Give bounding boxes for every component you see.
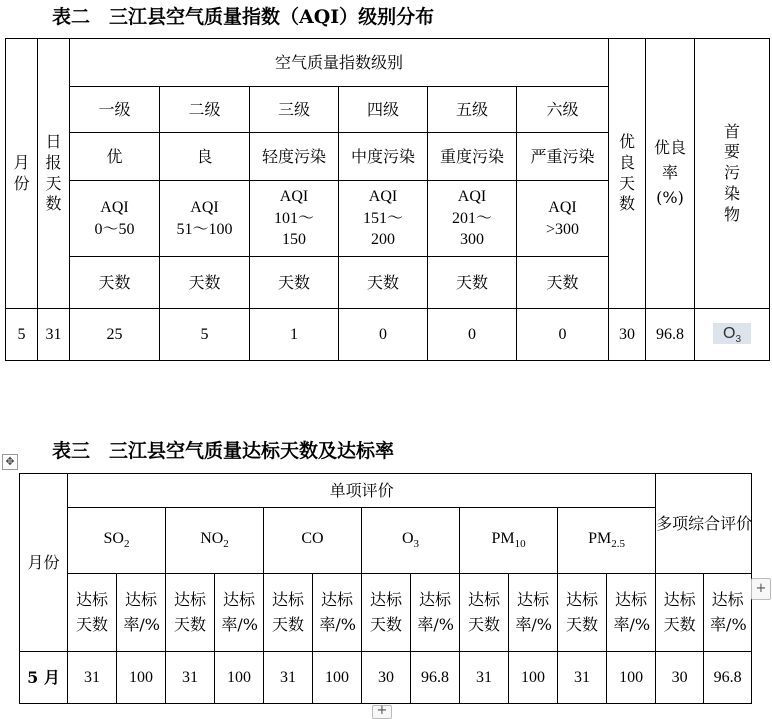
t3-value: 100 bbox=[215, 652, 264, 704]
table2 bbox=[5, 38, 770, 361]
t3-value: 31 bbox=[264, 652, 313, 704]
t2-level-2: 二级 bbox=[160, 87, 250, 133]
t2-range-1: AQI 0～50 bbox=[70, 181, 160, 257]
t3-pollutant-co: CO bbox=[264, 508, 362, 574]
t2-category-2: 良 bbox=[160, 133, 250, 181]
t3-value: 31 bbox=[68, 652, 117, 704]
t2-level-1: 一级 bbox=[70, 87, 160, 133]
t2-count-3: 1 bbox=[250, 309, 339, 361]
t2-unit-6: 天数 bbox=[517, 257, 609, 309]
t3-value: 100 bbox=[313, 652, 362, 704]
t3-col-days: 达标天数 bbox=[264, 574, 313, 652]
t3-value: 31 bbox=[558, 652, 607, 704]
t3-row-month: 5 月 bbox=[20, 652, 68, 704]
t3-pollutant-so2: $SO_2$ bbox=[68, 508, 166, 574]
t3-col-days: 达标天数 bbox=[166, 574, 215, 652]
t3-col-days: 达标天数 bbox=[460, 574, 509, 652]
t2-header-good-rate: 优良率(%) bbox=[646, 39, 695, 309]
t2-header-group: 空气质量指数级别 bbox=[70, 39, 609, 87]
add-row-plus-icon[interactable]: + bbox=[372, 705, 392, 719]
t3-value: 100 bbox=[607, 652, 656, 704]
t2-category-3: 轻度污染 bbox=[250, 133, 339, 181]
primary-pollutant-highlight[interactable]: $O_3$ bbox=[713, 323, 751, 344]
add-column-plus-icon[interactable]: + bbox=[751, 578, 771, 600]
t2-unit-5: 天数 bbox=[428, 257, 517, 309]
t2-range-5: AQI 201～ 300 bbox=[428, 181, 517, 257]
t3-header-multi: 多项综合评价 bbox=[656, 474, 752, 574]
t2-unit-4: 天数 bbox=[339, 257, 428, 309]
t2-count-5: 0 bbox=[428, 309, 517, 361]
table3 bbox=[19, 473, 752, 704]
t2-category-5: 重度污染 bbox=[428, 133, 517, 181]
t2-unit-1: 天数 bbox=[70, 257, 160, 309]
table3-caption: 表三 三江县空气质量达标天数及达标率 bbox=[52, 440, 395, 462]
t3-header-single: 单项评价 bbox=[68, 474, 656, 508]
table2-caption: 表二 三江县空气质量指数（AQI）级别分布 bbox=[52, 6, 435, 28]
t2-unit-2: 天数 bbox=[160, 257, 250, 309]
t3-col-rate: 达标率/% bbox=[509, 574, 558, 652]
t2-header-good-days: 优良天数 bbox=[609, 39, 646, 309]
t3-pollutant-no2: $NO_2$ bbox=[166, 508, 264, 574]
t2-row-good-rate: 96.8 bbox=[646, 309, 695, 361]
t2-header-month: 月份 bbox=[6, 39, 38, 309]
t2-category-1: 优 bbox=[70, 133, 160, 181]
t3-value: 96.8 bbox=[411, 652, 460, 704]
t2-count-1: 25 bbox=[70, 309, 160, 361]
t2-row-days: 31 bbox=[38, 309, 70, 361]
t2-range-4: AQI 151～ 200 bbox=[339, 181, 428, 257]
t2-level-5: 五级 bbox=[428, 87, 517, 133]
t2-unit-3: 天数 bbox=[250, 257, 339, 309]
t3-value: 100 bbox=[117, 652, 166, 704]
t2-level-6: 六级 bbox=[517, 87, 609, 133]
t3-col-rate: 达标率/% bbox=[704, 574, 752, 652]
t2-header-days: 日报天数 bbox=[38, 39, 70, 309]
t2-level-4: 四级 bbox=[339, 87, 428, 133]
t2-range-6: AQI >300 bbox=[517, 181, 609, 257]
t3-col-rate: 达标率/% bbox=[411, 574, 460, 652]
t2-row-primary[interactable] bbox=[695, 309, 770, 361]
t3-col-rate: 达标率/% bbox=[313, 574, 362, 652]
t3-pollutant-o3: $O_3$ bbox=[362, 508, 460, 574]
t3-pollutant-pm25: $PM_{2.5}$ bbox=[558, 508, 656, 574]
t3-value: 30 bbox=[362, 652, 411, 704]
t2-header-primary: 首要污染物 bbox=[695, 39, 770, 309]
t3-value: 31 bbox=[460, 652, 509, 704]
t3-value: 96.8 bbox=[704, 652, 752, 704]
t3-col-rate: 达标率/% bbox=[117, 574, 166, 652]
t2-range-2: AQI 51～100 bbox=[160, 181, 250, 257]
move-icon[interactable]: ✥ bbox=[2, 454, 18, 470]
t3-pollutant-pm10: $PM_{10}$ bbox=[460, 508, 558, 574]
t3-col-rate: 达标率/% bbox=[215, 574, 264, 652]
t3-header-month: 月份 bbox=[20, 474, 68, 652]
t3-col-days: 达标天数 bbox=[68, 574, 117, 652]
t2-category-6: 严重污染 bbox=[517, 133, 609, 181]
t2-count-2: 5 bbox=[160, 309, 250, 361]
t2-level-3: 三级 bbox=[250, 87, 339, 133]
t2-count-4: 0 bbox=[339, 309, 428, 361]
t3-col-rate: 达标率/% bbox=[607, 574, 656, 652]
t3-col-days: 达标天数 bbox=[656, 574, 704, 652]
t2-row-good-days: 30 bbox=[609, 309, 646, 361]
t3-value: 30 bbox=[656, 652, 704, 704]
t3-value: 100 bbox=[509, 652, 558, 704]
t3-col-days: 达标天数 bbox=[362, 574, 411, 652]
t2-range-3: AQI 101～ 150 bbox=[250, 181, 339, 257]
t2-category-4: 中度污染 bbox=[339, 133, 428, 181]
t2-row-month: 5 bbox=[6, 309, 38, 361]
t3-value: 31 bbox=[166, 652, 215, 704]
t3-col-days: 达标天数 bbox=[558, 574, 607, 652]
t2-count-6: 0 bbox=[517, 309, 609, 361]
